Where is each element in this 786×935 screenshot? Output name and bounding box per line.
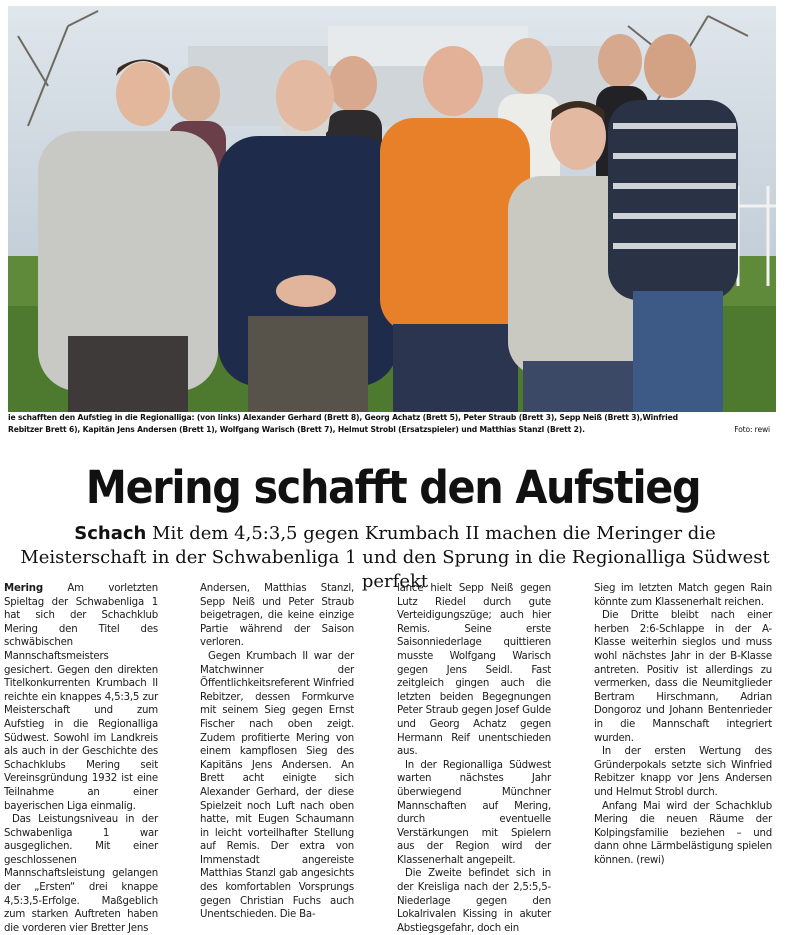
paragraph: Das Leistungsniveau in der Schwabenliga 1 war ausgeglichen. Mit einer geschlossenen Mannschaftsleistung gelangen der „Ersten“ drei knappe 4,5:3,5-Erfolge. Maßgeblich zum starken Auftreten haben die vorderen vier Bretter Jens	[4, 814, 158, 934]
paragraph: Sieg im letzten Match gegen Rain könnte zum Klassenerhalt reichen.	[594, 583, 772, 608]
paragraph: In der Regionalliga Südwest warten nächstes Jahr überwiegend Münchner Mannschaften auf Mering, durch eventuelle Verstärkungen mit Spielern aus der Region wird der Klassenerhalt angepeilt.	[397, 759, 551, 866]
caption-text: ie schafften den Aufstieg in die Regionalliga: (von links) Alexander Gerhard (Brett 8), Georg Achatz (Brett 5), Peter Straub (Brett 3), Sepp Neiß (Brett 3),Winfried Rebitzer Brett 6), Kapitän Jens Andersen (Brett 1), Wolfgang Warisch (Brett 7), Helmut Strobl (Ersatzspieler) und Matthias Stanzl (Brett 2).	[8, 413, 678, 434]
kicker: Schach	[74, 523, 147, 544]
article-column-2	[200, 582, 354, 922]
paragraph-text: Am vorletzten Spieltag der Schwabenliga 1 hat sich der Schachklub Mering den Titel des schwäbischen Mannschaftsmeisters gesichert. Gegen den direkten Titelkonkurrenten Krumbach II reichte ein knappes 4,5:3,5 zur Meisterschaft und zum Aufstieg in die Regionalliga Südwest. Sowohl im Landkreis als auch in der Geschichte des Schachklubs Mering seit Vereinsgründung 1932 ist eine Teilnahme an einer bayerischen Liga einmalig.	[4, 583, 158, 812]
team-photo	[8, 6, 776, 412]
paragraph: Die Zweite befindet sich in der Kreisliga nach der 2,5:5,5-Niederlage gegen den Lokalrivalen Kissing in akuter Abstiegsgefahr, doch ein	[397, 868, 551, 934]
paragraph: Anfang Mai wird der Schachklub Mering die neuen Räume der Kolpingsfamilie beziehen – und dann ohne Lärmbelästigung spielen können. (rewi)	[594, 800, 772, 866]
dateline: Mering	[4, 583, 43, 594]
article-body	[4, 582, 776, 934]
paragraph	[4, 582, 158, 813]
paragraph: In der ersten Wertung des Gründerpokals setzte sich Winfried Rebitzer knapp vor Jens Andersen und Helmut Strobl durch.	[594, 746, 772, 798]
headline: Mering schafft den Aufstieg	[85, 461, 701, 514]
photo-credit: Foto: rewi	[734, 425, 770, 434]
subheadline-text: Mit dem 4,5:3,5 gegen Krumbach II machen die Meringer die Meisterschaft in der Schwabenliga 1 und den Sprung in die Regionalliga Südwest perfekt	[20, 523, 770, 592]
paragraph: Andersen, Matthias Stanzl, Sepp Neiß und Peter Straub beigetragen, die keine einzige Partie während der Saison verloren.	[200, 583, 354, 649]
paragraph: Gegen Krumbach II war der Matchwinner der Öffentlichkeitsreferent Winfried Rebitzer, dessen Formkurve mit seinem Sieg gegen Ernst Fischer nach oben zeigt. Zudem profitierte Mering von einem kampflosen Sieg des Kapitäns Jens Andersen. An Brett acht einigte sich Alexander Gerhard, der diese Spielzeit noch Luft nach oben hatte, mit Eugen Schaumann in leicht vorteilhafter Stellung auf Remis. Der extra von Immenstadt angereiste Matthias Stanzl gab angesichts des komfortablen Vorsprungs gegen Christian Fuchs auch Unentschieden. Die Ba-	[200, 650, 354, 921]
article-column-1	[4, 582, 158, 935]
article-column-3	[397, 582, 551, 935]
photo-caption	[8, 412, 776, 446]
paragraph: lance hielt Sepp Neiß gegen Lutz Riedel durch gute Verteidigungszüge; auch hier Remis. Seine erste Saisonniederlage quittieren musste Wolfgang Warisch gegen Jens Seidl. Fast zeitgleich gingen auch die letzten beiden Begegnungen Peter Straub gegen Josef Gulde und Georg Achatz gegen Hermann Reif unentschieden aus.	[397, 583, 551, 758]
paragraph: Die Dritte bleibt nach einer herben 2:6-Schlappe in der A-Klasse weiterhin sieglos und muss wohl nächstes Jahr in der B-Klasse antreten. Positiv ist allerdings zu vermerken, dass die Neumitglieder Bertram Hirschmann, Adrian Dongoroz und Johann Bentenrieder in die Mannschaft integriert wurden.	[594, 610, 772, 744]
team-photo-illustration	[8, 6, 776, 412]
article-column-4	[594, 582, 772, 867]
